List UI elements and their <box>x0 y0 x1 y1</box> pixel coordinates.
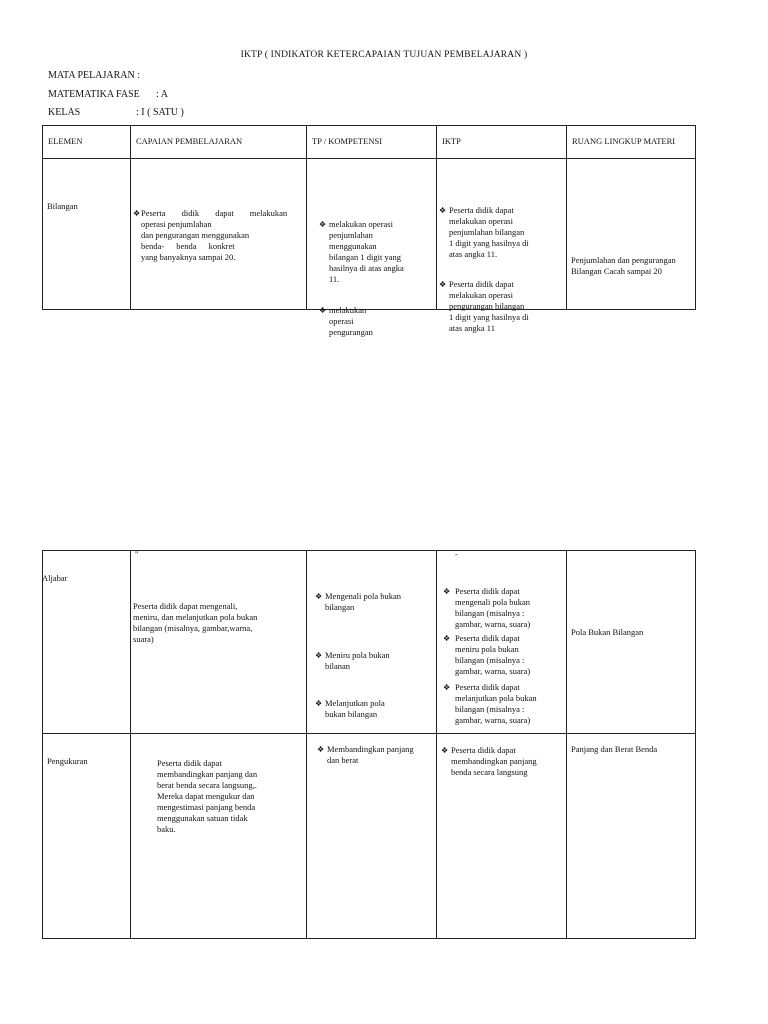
header-tp: TP / KOMPETENSI <box>312 136 383 146</box>
bullet-icon: ❖ <box>319 306 327 315</box>
elemen-aljabar: Aljabar <box>42 573 68 583</box>
iktp-pengukuran-1: ❖ Peserta didik dapat membandingkan panjang benda secara langsung <box>441 745 537 777</box>
iktp-table-2 <box>42 550 696 939</box>
tp-aljabar-3: ❖ Melanjutkan pola bukan bilangan <box>315 698 385 719</box>
bullet-icon: ❖ <box>439 206 447 215</box>
iktp-table-1 <box>42 125 696 337</box>
cp-mark: " <box>135 549 139 559</box>
tp-aljabar-2: ❖ Meniru pola bukan bilanan <box>315 650 390 671</box>
header-materi: RUANG LINGKUP MATERI <box>572 136 676 146</box>
bullet-icon: ❖ <box>317 745 325 754</box>
cp-bilangan: ❖ Peserta didik dapat melakukan operasi penjumlahan dan pengurangan menggunakan benda- benda konkret yang banyaknya sampai 20. <box>133 208 288 262</box>
table-row-aljabar <box>43 551 696 734</box>
elemen-pengukuran: Pengukuran <box>47 756 88 766</box>
mapel-label: MATA PELAJARAN : <box>48 70 140 81</box>
iktp-bilangan-1: ❖ Peserta didik dapat melakukan operasi penjumlahan bilangan 1 digit yang hasilnya di atas angka 11. <box>439 205 529 259</box>
table-row-pengukuran <box>43 734 696 939</box>
bullet-icon: ❖ <box>315 592 323 601</box>
page-title: IKTP ( INDIKATOR KETERCAPAIAN TUJUAN PEMBELAJARAN ) <box>240 50 528 60</box>
table-header-row <box>43 126 696 159</box>
iktp-bilangan-2: ❖ Peserta didik dapat melakukan operasi pengurangan bilangan 1 digit yang hasilnya di atas angka 11 <box>439 279 529 333</box>
fase-value: : A <box>156 89 168 100</box>
iktp-mark: - <box>455 549 458 559</box>
cp-pengukuran: Peserta didik dapat membandingkan panjang dan berat benda secara langsung,. Mereka dapat mengukur dan mengestimasi panjang benda menggunakan satuan tidak baku. <box>157 758 258 834</box>
header-capaian: CAPAIAN PEMBELAJARAN <box>136 136 243 146</box>
materi-bilangan: Penjumlahan dan pengurangan Bilangan Cacah sampai 20 <box>571 255 676 276</box>
bullet-icon: ❖ <box>319 220 327 229</box>
tp-bilangan-2: ❖ melakukan operasi pengurangan <box>319 305 373 337</box>
header-elemen: ELEMEN <box>48 136 83 146</box>
bullet-icon: ❖ <box>315 651 323 660</box>
bullet-icon: ❖ <box>443 634 451 643</box>
fase-label: MATEMATIKA FASE <box>48 89 140 100</box>
kelas-value: : I ( SATU ) <box>136 107 184 118</box>
bullet-icon: ❖ <box>443 683 451 692</box>
bullet-icon: ❖ <box>315 699 323 708</box>
cp-aljabar: Peserta didik dapat mengenali, meniru, dan melanjutkan pola bukan bilangan (misalnya, gambar,warna, suara) <box>133 601 258 644</box>
iktp-aljabar-3: ❖ Peserta didik dapat melanjutkan pola bukan bilangan (misalnya : gambar, warna, suara) <box>443 682 537 725</box>
bullet-icon: ❖ <box>441 746 449 755</box>
iktp-aljabar-1: ❖ Peserta didik dapat mengenali pola bukan bilangan (misalnya : gambar, warna, suara) <box>443 586 531 629</box>
elemen-bilangan: Bilangan <box>47 201 78 211</box>
tp-pengukuran-1: ❖ Membandingkan panjang dan berat <box>317 744 414 765</box>
iktp-aljabar-2: ❖ Peserta didik dapat meniru pola bukan bilangan (misalnya : gambar, warna, suara) <box>443 633 531 676</box>
materi-pengukuran: Panjang dan Berat Benda <box>571 744 658 754</box>
table-row-bilangan <box>43 159 696 310</box>
tp-bilangan-1: ❖ melakukan operasi penjumlahan menggunakan bilangan 1 digit yang hasilnya di atas angka 11. <box>319 219 404 284</box>
tp-aljabar-1: ❖ Mengenali pola bukan bilangan <box>315 591 402 612</box>
kelas-label: KELAS <box>48 107 81 118</box>
materi-aljabar: Pola Bukan Bilangan <box>571 627 644 637</box>
bullet-icon: ❖ <box>133 209 141 218</box>
bullet-icon: ❖ <box>439 280 447 289</box>
header-iktp: IKTP <box>442 136 461 146</box>
bullet-icon: ❖ <box>443 587 451 596</box>
